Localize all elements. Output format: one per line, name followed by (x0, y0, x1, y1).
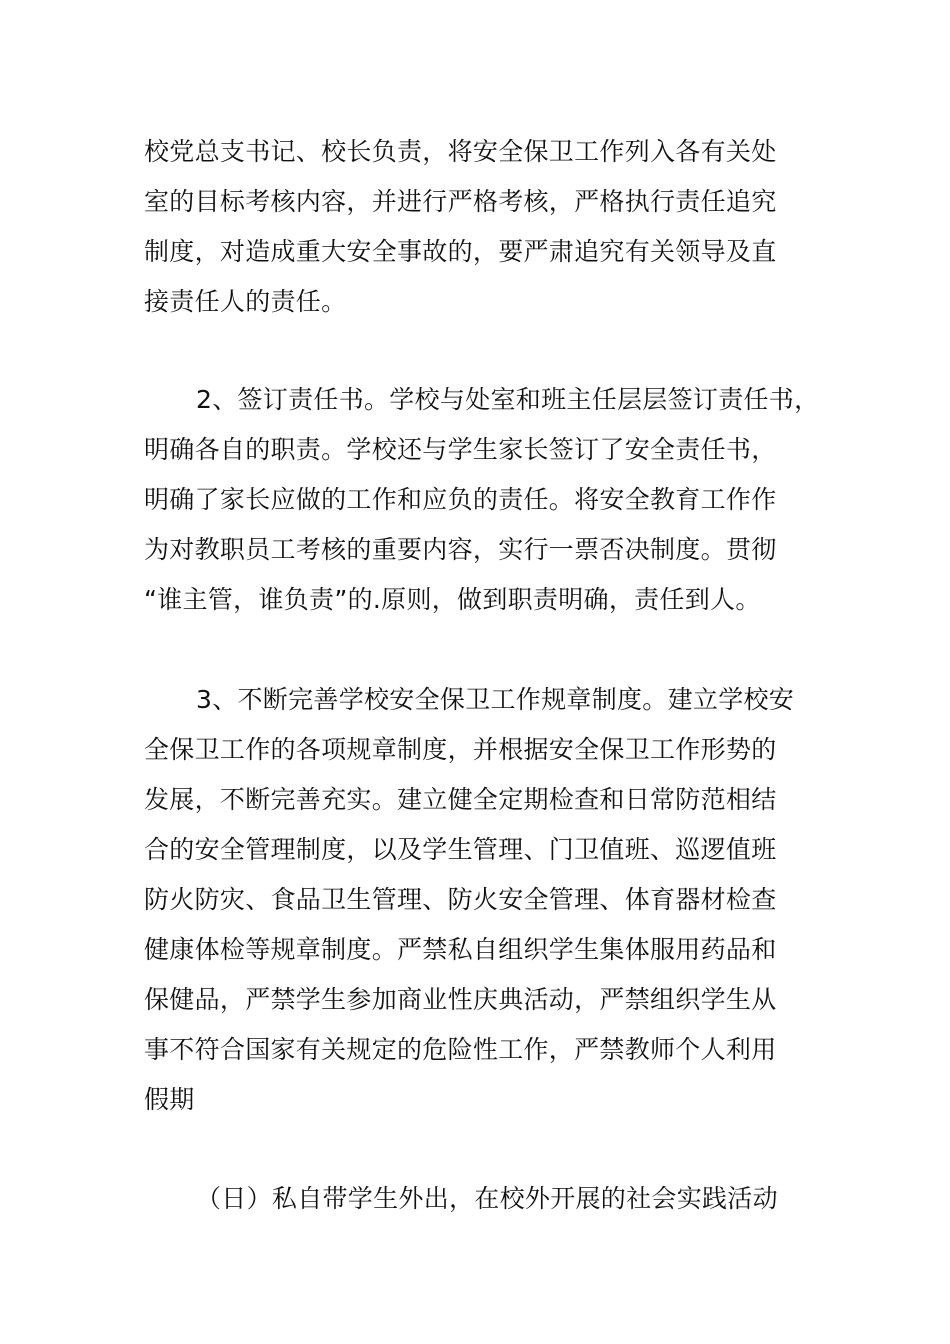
paragraph-line: 2、签订责任书。学校与处室和班主任层层签订责任书， (196, 385, 820, 414)
paragraph-line: 保健品，严禁学生参加商业性庆典活动，严禁组织学生从 (144, 985, 777, 1014)
paragraph-line: 事不符合国家有关规定的危险性工作，严禁教师个人利用 (144, 1035, 777, 1064)
paragraph-line: 健康体检等规章制度。严禁私自组织学生集体服用药品和 (144, 935, 777, 964)
paragraph-line: 制度，对造成重大安全事故的，要严肃追究有关领导及直 (144, 237, 777, 266)
paragraph-line: “谁主管，谁负责”的.原则，做到职责明确，责任到人。 (144, 585, 761, 614)
paragraph-line: 为对教职员工考核的重要内容，实行一票否决制度。贯彻 (144, 535, 777, 564)
paragraph-line: 明确了家长应做的工作和应负的责任。将安全教育工作作 (144, 485, 777, 514)
paragraph-line: 明确各自的职责。学校还与学生家长签订了安全责任书， (144, 435, 777, 464)
paragraph-outside-activities (144, 1174, 834, 1224)
paragraph-line: 假期 (144, 1085, 195, 1114)
paragraph-sign-responsibility (144, 375, 834, 625)
paragraph-line: 合的安全管理制度，以及学生管理、门卫值班、巡逻值班 (144, 835, 777, 864)
paragraph-line: （日）私自带学生外出，在校外开展的社会实践活动 (196, 1184, 778, 1213)
paragraph-line: 室的目标考核内容，并进行严格考核，严格执行责任追究 (144, 187, 777, 216)
paragraph-line: 接责任人的责任。 (144, 287, 347, 316)
paragraph-line: 全保卫工作的各项规章制度，并根据安全保卫工作形势的 (144, 735, 777, 764)
paragraph-responsibility (144, 127, 834, 327)
paragraph-line: 防火防灾、食品卫生管理、防火安全管理、体育器材检查 (144, 885, 777, 914)
paragraph-rules (144, 675, 834, 1125)
paragraph-line: 校党总支书记、校长负责，将安全保卫工作列入各有关处 (144, 137, 777, 166)
paragraph-line: 3、不断完善学校安全保卫工作规章制度。建立学校安 (196, 685, 795, 714)
paragraph-line: 发展，不断完善充实。建立健全定期检查和日常防范相结 (144, 785, 777, 814)
